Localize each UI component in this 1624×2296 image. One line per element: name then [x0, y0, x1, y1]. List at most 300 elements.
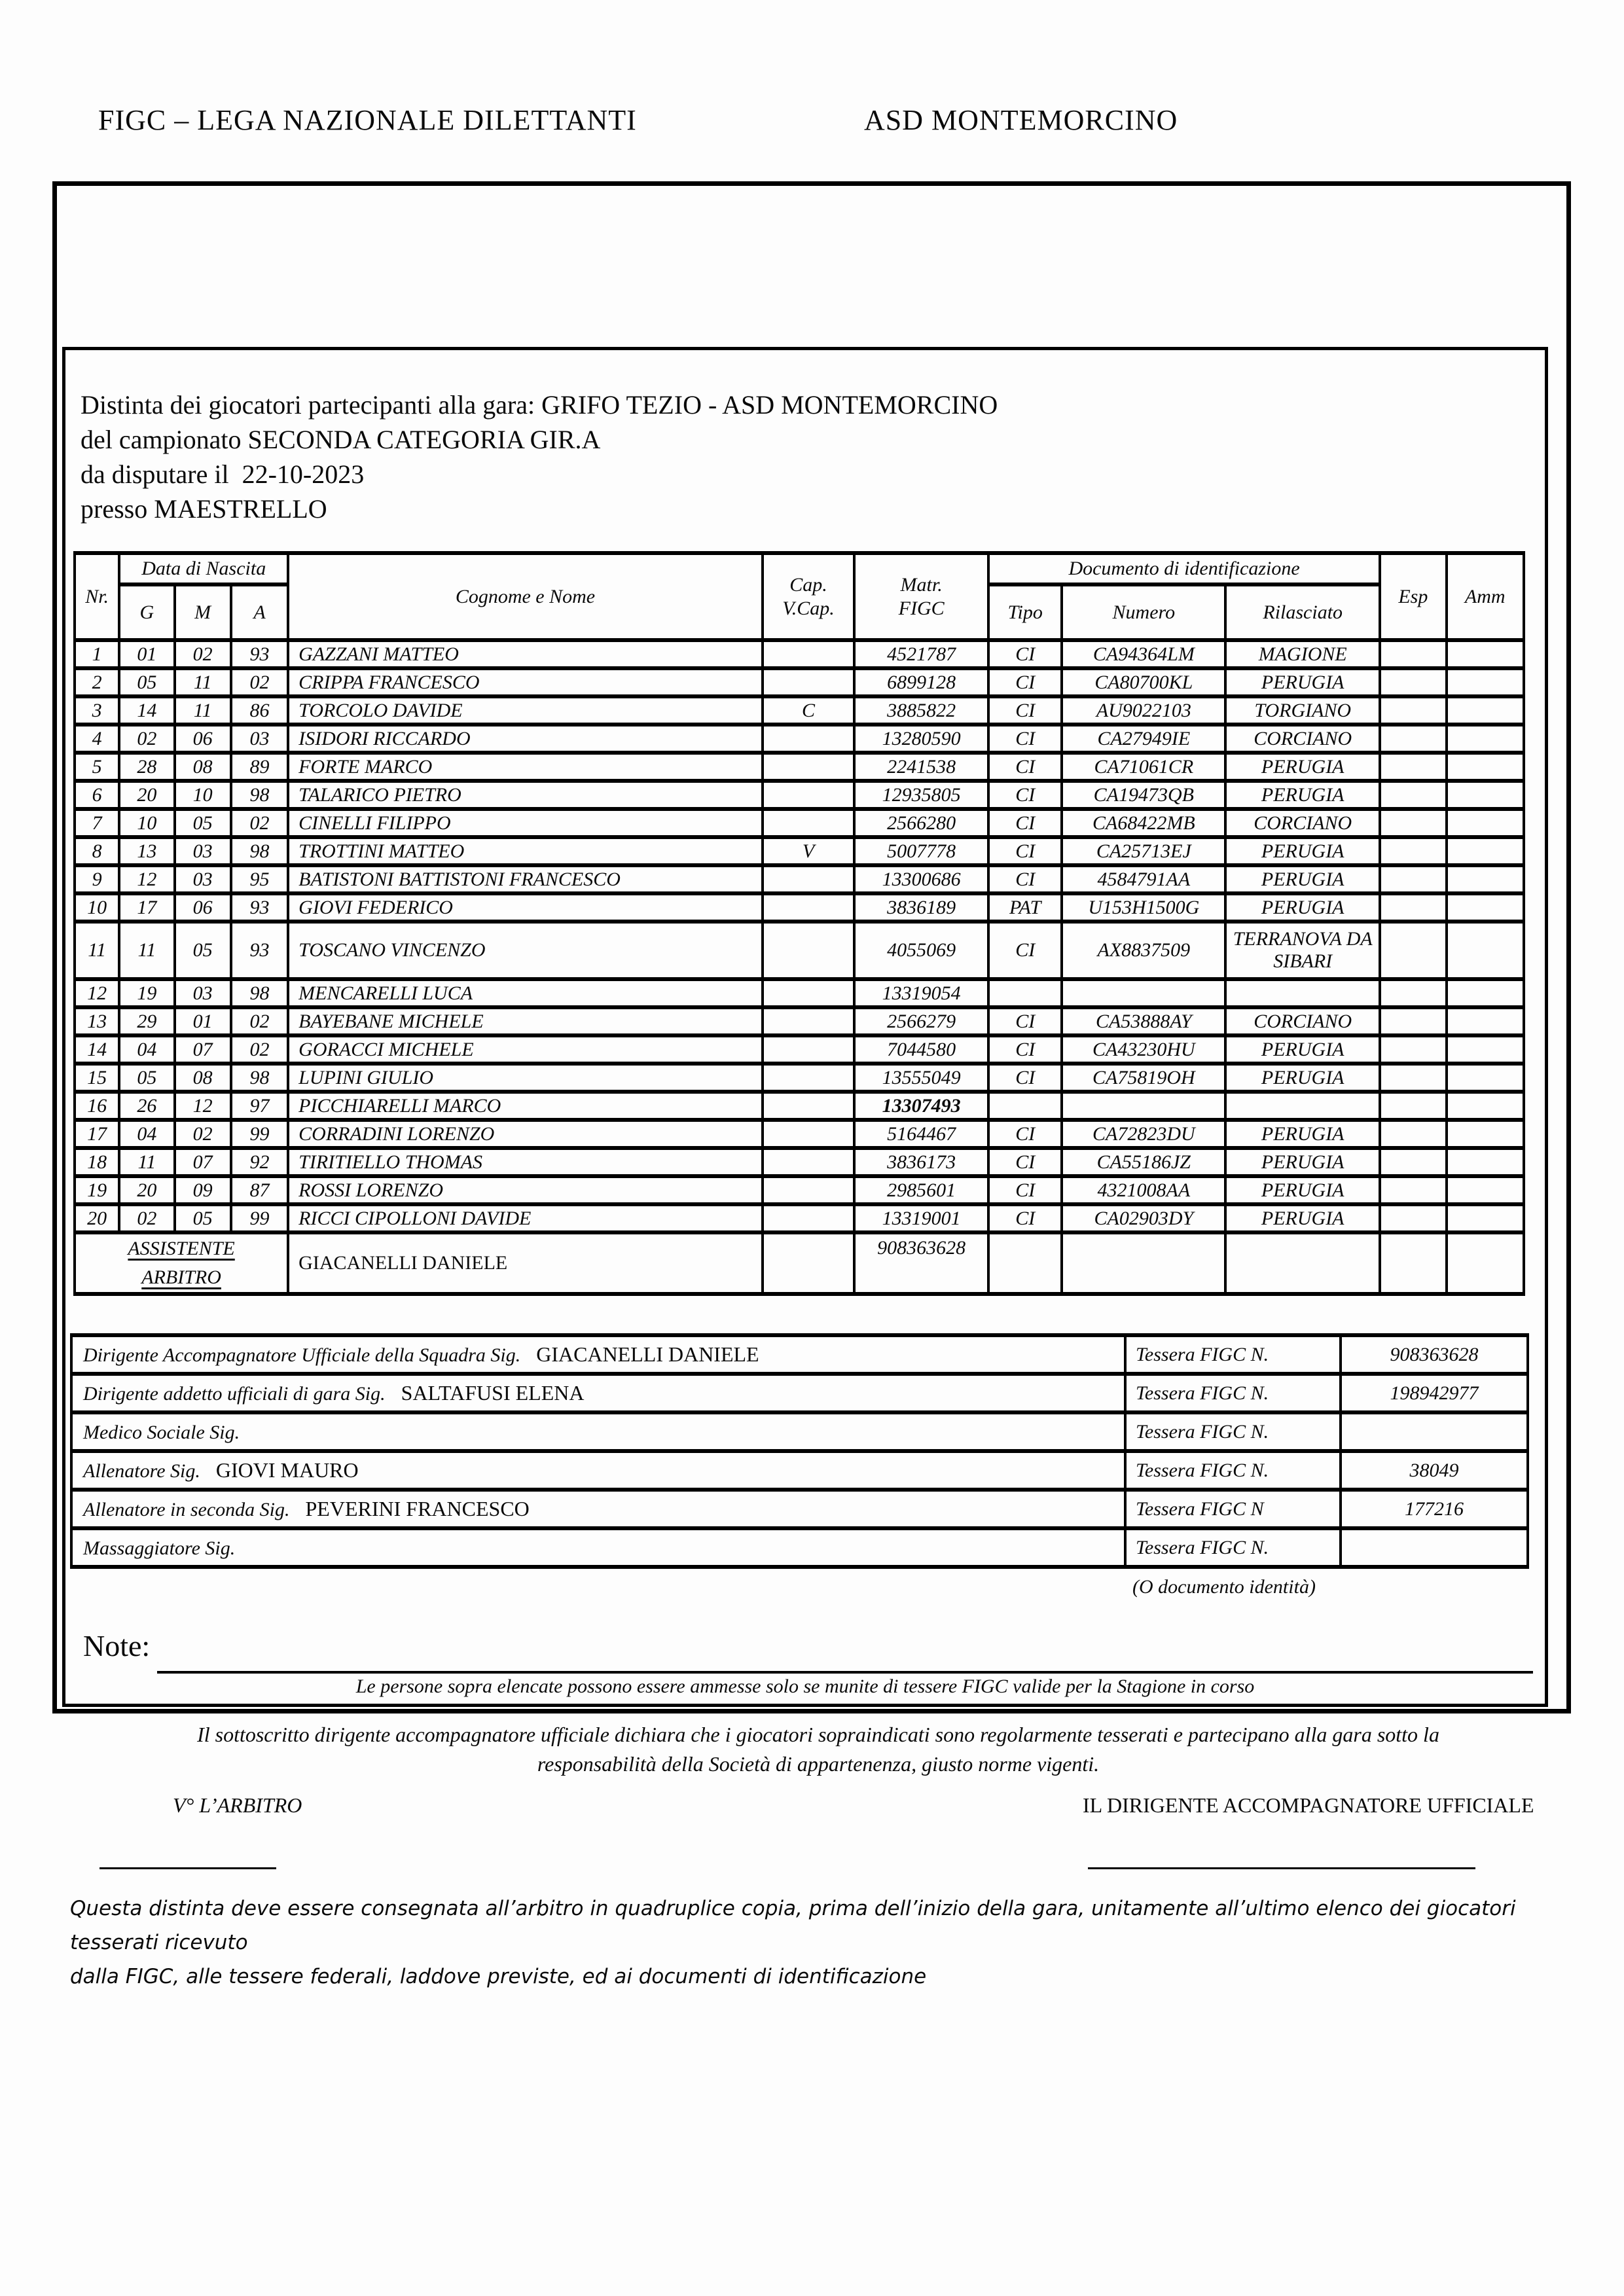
cell-nr: 20: [75, 1204, 119, 1232]
table-row: [75, 1035, 1524, 1064]
cell-amm: [1447, 1176, 1525, 1204]
cell-tipo: CI: [988, 1176, 1062, 1204]
cell-cap: [763, 640, 855, 668]
cell-tipo: CI: [988, 1007, 1062, 1035]
cell-cap: [763, 979, 855, 1007]
cell-amm: [1447, 893, 1525, 922]
cell-tipo: CI: [988, 696, 1062, 725]
cell-cap: [763, 1120, 855, 1148]
cell-nr: 3: [75, 696, 119, 725]
cell-nr: 14: [75, 1035, 119, 1064]
cell-a: 93: [231, 893, 288, 922]
official-name: PEVERINI FRANCESCO: [305, 1497, 530, 1520]
cell-amm: [1447, 865, 1525, 893]
cell-g: 26: [119, 1092, 174, 1120]
cell-numero: CA53888AY: [1062, 1007, 1225, 1035]
cell-m: 01: [175, 1007, 231, 1035]
cell-g: 04: [119, 1120, 174, 1148]
cell-name: TORCOLO DAVIDE: [288, 696, 763, 725]
cell-rilasciato: MAGIONE: [1225, 640, 1380, 668]
cell-numero: CA27949IE: [1062, 725, 1225, 753]
cell-numero: CA43230HU: [1062, 1035, 1225, 1064]
cell-m: 03: [175, 865, 231, 893]
cell-rilasciato: TERRANOVA DA SIBARI: [1225, 922, 1380, 979]
tessera-figc-number: 198942977: [1341, 1374, 1528, 1412]
cell-g: 11: [119, 922, 174, 979]
tessera-figc-number: 177216: [1341, 1490, 1528, 1528]
cell-matr: 2985601: [854, 1176, 988, 1204]
cell-rilasciato: CORCIANO: [1225, 725, 1380, 753]
cell-tipo: CI: [988, 1064, 1062, 1092]
cell-m: 03: [175, 837, 231, 865]
cell-amm: [1447, 1064, 1525, 1092]
cell-g: 02: [119, 725, 174, 753]
cell-matr: 5164467: [854, 1120, 988, 1148]
cell-m: 03: [175, 979, 231, 1007]
cell-tipo: CI: [988, 922, 1062, 979]
cell-esp: [1380, 979, 1446, 1007]
match-info-block: [81, 387, 998, 526]
cell-g: 17: [119, 893, 174, 922]
cell-m: 06: [175, 893, 231, 922]
cell-m: 05: [175, 922, 231, 979]
cell-g: 05: [119, 1064, 174, 1092]
cell-numero: CA94364LM: [1062, 640, 1225, 668]
cell-nr: 2: [75, 668, 119, 696]
cell-esp: [1380, 1148, 1446, 1176]
cell-a: 02: [231, 1007, 288, 1035]
table-row: [75, 1148, 1524, 1176]
table-row: [75, 1204, 1524, 1232]
cell-matr: 13319054: [854, 979, 988, 1007]
cell-amm: [1447, 979, 1525, 1007]
table-row: [75, 809, 1524, 837]
assistant-name-cell: GIACANELLI DANIELE: [288, 1232, 763, 1294]
cell-m: 08: [175, 1064, 231, 1092]
cell-tipo: PAT: [988, 893, 1062, 922]
cell-numero: U153H1500G: [1062, 893, 1225, 922]
cell-name: TROTTINI MATTEO: [288, 837, 763, 865]
table-row: [75, 753, 1524, 781]
cell-a: 95: [231, 865, 288, 893]
cell-tipo: CI: [988, 865, 1062, 893]
tessera-figc-label: Tessera FIGC N.: [1125, 1451, 1341, 1490]
cell-name: LUPINI GIULIO: [288, 1064, 763, 1092]
cell-cap: [763, 1092, 855, 1120]
declaration-text: [118, 1720, 1519, 1779]
official-role-cell: [71, 1451, 1125, 1490]
cell-amm: [1447, 1120, 1525, 1148]
cell-a: 97: [231, 1092, 288, 1120]
cell-numero: [1062, 979, 1225, 1007]
cell-m: 11: [175, 668, 231, 696]
cell-esp: [1380, 1007, 1446, 1035]
cell-nr: 12: [75, 979, 119, 1007]
manager-signature-line: [1088, 1867, 1475, 1869]
cell-matr: 13280590: [854, 725, 988, 753]
cell-tipo: CI: [988, 809, 1062, 837]
identity-doc-note: (O documento identità): [1132, 1576, 1316, 1598]
cell-name: CORRADINI LORENZO: [288, 1120, 763, 1148]
cell-esp: [1380, 696, 1446, 725]
official-role-cell: [71, 1528, 1125, 1567]
cell-m: 02: [175, 640, 231, 668]
cell-g: 01: [119, 640, 174, 668]
cell-g: 13: [119, 837, 174, 865]
assistant-matricola-cell: 908363628: [854, 1232, 988, 1294]
table-row: [75, 640, 1524, 668]
cell-matr: 13307493: [854, 1092, 988, 1120]
cell-cap: [763, 1176, 855, 1204]
cell-matr: 6899128: [854, 668, 988, 696]
cell-tipo: CI: [988, 753, 1062, 781]
cell-tipo: CI: [988, 668, 1062, 696]
cell-rilasciato: [1225, 979, 1380, 1007]
delivery-instructions: [70, 1892, 1536, 1994]
cell-name: CRIPPA FRANCESCO: [288, 668, 763, 696]
column-header-rilasciato: Rilasciato: [1225, 584, 1380, 640]
cell-a: 99: [231, 1120, 288, 1148]
cell-name: CINELLI FILIPPO: [288, 809, 763, 837]
table-row: [75, 1120, 1524, 1148]
cell-cap: [763, 1148, 855, 1176]
tessera-figc-label: Tessera FIGC N: [1125, 1490, 1341, 1528]
cell-name: BAYEBANE MICHELE: [288, 1007, 763, 1035]
official-role-cell: [71, 1374, 1125, 1412]
cell-nr: 19: [75, 1176, 119, 1204]
cell-esp: [1380, 1092, 1446, 1120]
match-championship: del campionato SECONDA CATEGORIA GIR.A: [81, 425, 601, 454]
delivery-instructions-line-1: Questa distinta deve essere consegnata all’arbitro in quadruplice copia, prima dell’inizio della gara, unitamente all’ultimo elenco dei giocatori tesserati ricevuto: [70, 1897, 1516, 1954]
official-role-label: Dirigente Accompagnatore Ufficiale della Squadra Sig.: [83, 1344, 521, 1366]
cell-name: GAZZANI MATTEO: [288, 640, 763, 668]
table-row: [75, 725, 1524, 753]
cell-g: 02: [119, 1204, 174, 1232]
cell-numero: AX8837509: [1062, 922, 1225, 979]
cell-g: 14: [119, 696, 174, 725]
cell-tipo: CI: [988, 837, 1062, 865]
column-header-nr: Nr.: [75, 553, 119, 640]
cell-rilasciato: PERUGIA: [1225, 668, 1380, 696]
cell-rilasciato: PERUGIA: [1225, 1035, 1380, 1064]
cell-amm: [1447, 809, 1525, 837]
cell-g: 11: [119, 1148, 174, 1176]
cell-name: RICCI CIPOLLONI DAVIDE: [288, 1204, 763, 1232]
referee-signature-label: V° L’ARBITRO: [173, 1793, 302, 1817]
tessera-figc-label: Tessera FIGC N.: [1125, 1335, 1341, 1374]
cell-m: 08: [175, 753, 231, 781]
table-row: [75, 781, 1524, 809]
cell-cap: [763, 753, 855, 781]
match-date: da disputare il 22-10-2023: [81, 459, 365, 489]
cell-a: 93: [231, 922, 288, 979]
cell-amm: [1447, 1204, 1525, 1232]
column-header-year: A: [231, 584, 288, 640]
column-header-esp: Esp: [1380, 553, 1446, 640]
tessera-figc-label: Tessera FIGC N.: [1125, 1528, 1341, 1567]
cell-rilasciato: PERUGIA: [1225, 893, 1380, 922]
cell-g: 10: [119, 809, 174, 837]
cell-rilasciato: PERUGIA: [1225, 781, 1380, 809]
cell-a: 98: [231, 1064, 288, 1092]
cell-m: 02: [175, 1120, 231, 1148]
cell-cap: [763, 668, 855, 696]
cell-tipo: [988, 1092, 1062, 1120]
cell-name: BATISTONI BATTISTONI FRANCESCO: [288, 865, 763, 893]
match-venue: presso MAESTRELLO: [81, 494, 327, 524]
tessera-figc-label: Tessera FIGC N.: [1125, 1374, 1341, 1412]
cell-m: 06: [175, 725, 231, 753]
cell-g: 19: [119, 979, 174, 1007]
officials-table: [70, 1333, 1529, 1569]
officials-row: [71, 1335, 1528, 1374]
cell-amm: [1447, 640, 1525, 668]
cell-esp: [1380, 1204, 1446, 1232]
cell-nr: 8: [75, 837, 119, 865]
cell-tipo: CI: [988, 640, 1062, 668]
official-role-label: Allenatore in seconda Sig.: [83, 1499, 290, 1520]
cell-rilasciato: TORGIANO: [1225, 696, 1380, 725]
cell-esp: [1380, 1176, 1446, 1204]
cell-rilasciato: PERUGIA: [1225, 865, 1380, 893]
cell-amm: [1447, 922, 1525, 979]
cell-numero: CA68422MB: [1062, 809, 1225, 837]
cell-name: GIOVI FEDERICO: [288, 893, 763, 922]
cell-cap: [763, 922, 855, 979]
cell-numero: CA80700KL: [1062, 668, 1225, 696]
cell-nr: 11: [75, 922, 119, 979]
officials-row: [71, 1490, 1528, 1528]
cell-esp: [1380, 668, 1446, 696]
cell-a: 89: [231, 753, 288, 781]
table-row: [75, 865, 1524, 893]
cell-matr: 5007778: [854, 837, 988, 865]
tessera-figc-number: [1341, 1528, 1528, 1567]
official-name: GIOVI MAURO: [215, 1458, 359, 1482]
column-header-numero: Numero: [1062, 584, 1225, 640]
tessera-figc-number: 38049: [1341, 1451, 1528, 1490]
cell-a: 86: [231, 696, 288, 725]
cell-amm: [1447, 1092, 1525, 1120]
cell-m: 07: [175, 1035, 231, 1064]
cell-g: 05: [119, 668, 174, 696]
table-row: [75, 668, 1524, 696]
cell-cap: [763, 865, 855, 893]
cell-matr: 2566280: [854, 809, 988, 837]
cell-a: 98: [231, 979, 288, 1007]
cell-matr: 3836173: [854, 1148, 988, 1176]
cell-nr: 1: [75, 640, 119, 668]
cell-name: GORACCI MICHELE: [288, 1035, 763, 1064]
cell-esp: [1380, 809, 1446, 837]
cell-g: 04: [119, 1035, 174, 1064]
official-name: GIACANELLI DANIELE: [536, 1342, 759, 1366]
cell-nr: 16: [75, 1092, 119, 1120]
cell-a: 02: [231, 809, 288, 837]
cell-tipo: [988, 979, 1062, 1007]
cell-cap: [763, 1007, 855, 1035]
cell-cap: [763, 809, 855, 837]
cell-rilasciato: PERUGIA: [1225, 1176, 1380, 1204]
cell-nr: 15: [75, 1064, 119, 1092]
official-role-label: Dirigente addetto ufficiali di gara Sig.: [83, 1383, 386, 1405]
cell-a: 99: [231, 1204, 288, 1232]
cell-a: 03: [231, 725, 288, 753]
cell-g: 20: [119, 781, 174, 809]
cell-empty: [1380, 1232, 1446, 1294]
players-table-header: [75, 553, 1524, 640]
cell-nr: 17: [75, 1120, 119, 1148]
cell-a: 02: [231, 668, 288, 696]
header-row-1: [75, 553, 1524, 584]
official-role-label: Medico Sociale Sig.: [83, 1422, 240, 1443]
cell-matr: 12935805: [854, 781, 988, 809]
cell-esp: [1380, 725, 1446, 753]
officials-row: [71, 1374, 1528, 1412]
cell-tipo: CI: [988, 781, 1062, 809]
cell-cap: [763, 1035, 855, 1064]
page-header-league: FIGC – LEGA NAZIONALE DILETTANTI: [98, 104, 637, 136]
cell-numero: CA72823DU: [1062, 1120, 1225, 1148]
tessera-figc-number: [1341, 1412, 1528, 1451]
official-role-cell: [71, 1412, 1125, 1451]
cell-tipo: CI: [988, 1035, 1062, 1064]
cell-name: TALARICO PIETRO: [288, 781, 763, 809]
cell-esp: [1380, 865, 1446, 893]
cell-m: 10: [175, 781, 231, 809]
cell-tipo: CI: [988, 1120, 1062, 1148]
cell-name: FORTE MARCO: [288, 753, 763, 781]
declaration-line-2: responsabilità della Società di appartenenza, giusto norme vigenti.: [537, 1752, 1100, 1776]
assistant-referee-row: [75, 1232, 1524, 1294]
cell-numero: [1062, 1092, 1225, 1120]
official-role-label: Allenatore Sig.: [83, 1460, 200, 1482]
column-header-amm: Amm: [1447, 553, 1525, 640]
cell-name: PICCHIARELLI MARCO: [288, 1092, 763, 1120]
official-role-cell: [71, 1490, 1125, 1528]
cell-name: TIRITIELLO THOMAS: [288, 1148, 763, 1176]
referee-signature-line: [99, 1867, 276, 1869]
column-header-day: G: [119, 584, 174, 640]
cell-cap: [763, 893, 855, 922]
cell-nr: 4: [75, 725, 119, 753]
table-row: [75, 1064, 1524, 1092]
cell-amm: [1447, 1035, 1525, 1064]
cell-numero: CA55186JZ: [1062, 1148, 1225, 1176]
assistant-role-line-1: ASSISTENTE: [128, 1238, 235, 1259]
cell-g: 29: [119, 1007, 174, 1035]
table-row: [75, 696, 1524, 725]
cell-matr: 13300686: [854, 865, 988, 893]
notes-blank-line: [157, 1671, 1533, 1674]
cell-esp: [1380, 753, 1446, 781]
cell-amm: [1447, 668, 1525, 696]
cell-esp: [1380, 893, 1446, 922]
page-header-club: ASD MONTEMORCINO: [864, 104, 1178, 136]
column-header-figc: FIGC: [898, 597, 945, 619]
cell-numero: AU9022103: [1062, 696, 1225, 725]
assistant-role-cell: [75, 1232, 288, 1294]
column-header-tipo: Tipo: [988, 584, 1062, 640]
column-header-dob: Data di Nascita: [119, 553, 288, 584]
cell-cap: [763, 1204, 855, 1232]
official-role-label: Massaggiatore Sig.: [83, 1537, 236, 1559]
column-header-cap: Cap.: [789, 573, 827, 596]
cell-amm: [1447, 725, 1525, 753]
cell-rilasciato: [1225, 1092, 1380, 1120]
cell-esp: [1380, 1064, 1446, 1092]
cell-m: 05: [175, 809, 231, 837]
officials-row: [71, 1412, 1528, 1451]
cell-matr: 3836189: [854, 893, 988, 922]
cell-empty: [763, 1232, 855, 1294]
cell-name: ROSSI LORENZO: [288, 1176, 763, 1204]
cell-numero: CA19473QB: [1062, 781, 1225, 809]
cell-numero: CA02903DY: [1062, 1204, 1225, 1232]
cell-matr: 13319001: [854, 1204, 988, 1232]
cell-numero: CA71061CR: [1062, 753, 1225, 781]
cell-name: TOSCANO VINCENZO: [288, 922, 763, 979]
officials-row: [71, 1451, 1528, 1490]
cell-empty: [1447, 1232, 1525, 1294]
cell-a: 87: [231, 1176, 288, 1204]
cell-m: 12: [175, 1092, 231, 1120]
column-header-month: M: [175, 584, 231, 640]
cell-rilasciato: PERUGIA: [1225, 1148, 1380, 1176]
cell-matr: 2566279: [854, 1007, 988, 1035]
cell-matr: 4521787: [854, 640, 988, 668]
cell-rilasciato: PERUGIA: [1225, 1204, 1380, 1232]
cell-m: 05: [175, 1204, 231, 1232]
validity-note: Le persone sopra elencate possono essere ammesse solo se munite di tessere FIGC valide per la Stagione in corso: [355, 1676, 1255, 1697]
cell-nr: 9: [75, 865, 119, 893]
cell-rilasciato: PERUGIA: [1225, 753, 1380, 781]
cell-matr: 7044580: [854, 1035, 988, 1064]
cell-tipo: CI: [988, 725, 1062, 753]
cell-numero: 4584791AA: [1062, 865, 1225, 893]
cell-empty: [1062, 1232, 1225, 1294]
delivery-instructions-line-2: dalla FIGC, alle tessere federali, laddove previste, ed ai documenti di identificazione: [70, 1965, 927, 1988]
cell-esp: [1380, 1035, 1446, 1064]
cell-nr: 18: [75, 1148, 119, 1176]
cell-matr: 3885822: [854, 696, 988, 725]
cell-nr: 13: [75, 1007, 119, 1035]
cell-nr: 10: [75, 893, 119, 922]
cell-g: 12: [119, 865, 174, 893]
column-header-captain: [763, 553, 855, 640]
cell-g: 28: [119, 753, 174, 781]
notes-label: Note:: [83, 1629, 151, 1662]
cell-amm: [1447, 696, 1525, 725]
column-header-matricola: [854, 553, 988, 640]
cell-a: 92: [231, 1148, 288, 1176]
cell-numero: CA25713EJ: [1062, 837, 1225, 865]
cell-esp: [1380, 837, 1446, 865]
cell-a: 98: [231, 837, 288, 865]
cell-rilasciato: PERUGIA: [1225, 1064, 1380, 1092]
cell-empty: [1225, 1232, 1380, 1294]
cell-nr: 7: [75, 809, 119, 837]
cell-esp: [1380, 640, 1446, 668]
assistant-role-line-2: ARBITRO: [141, 1266, 221, 1288]
cell-cap: [763, 725, 855, 753]
cell-nr: 6: [75, 781, 119, 809]
table-row: [75, 1176, 1524, 1204]
tessera-figc-number: 908363628: [1341, 1335, 1528, 1374]
tessera-figc-label: Tessera FIGC N.: [1125, 1412, 1341, 1451]
cell-rilasciato: CORCIANO: [1225, 1007, 1380, 1035]
table-row: [75, 837, 1524, 865]
